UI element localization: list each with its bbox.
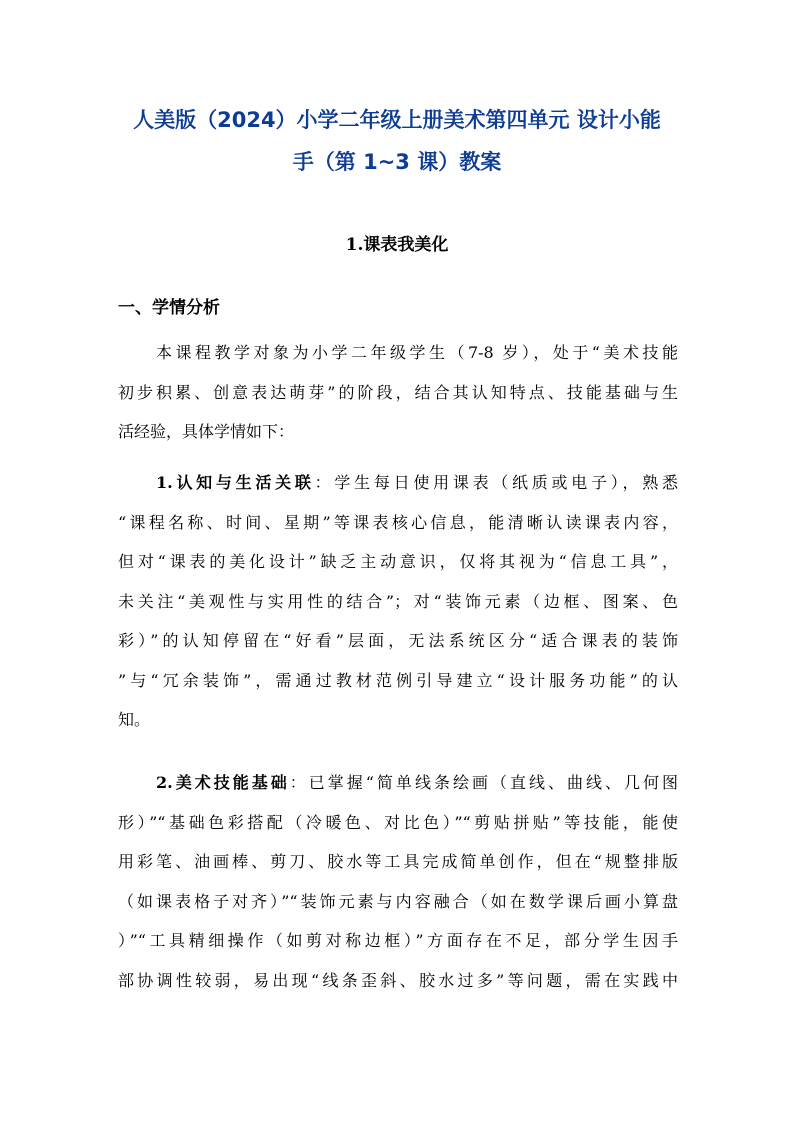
text-line: 未关注“美观性与实用性的结合”；对“装饰元素（边框、图案、色 [118,591,678,611]
text-line: ）”“工具精细操作（如剪对称边框）”方面存在不足，部分学生因手 [118,931,678,950]
skills-first-line: ：已掌握“简单线条绘画（直线、曲线、几何图 [289,773,678,792]
cognition-first-line: ：学生每日使用课表（纸质或电子），熟悉 [314,473,678,492]
text-line [118,463,678,503]
document-title-line-2: 手（第 1~3 课）教案 [292,150,502,174]
intro-paragraph [118,333,678,452]
text-line: “课程名称、时间、星期”等课表核心信息，能清晰认读课表内容， [118,512,678,532]
text-line: 但对“课表的美化设计”缺乏主动意识，仅将其视为“信息工具”， [118,552,678,571]
cognition-label: 1.认知与生活关联 [156,473,315,492]
text-line: 活经验，具体学情如下： [118,422,295,441]
text-line: 知。 [118,710,151,729]
lesson-heading: 1.课表我美化 [345,235,449,255]
document-title-line-1: 人美版（2024）小学二年级上册美术第四单元 设计小能 [133,108,661,132]
text-line: 形）”“基础色彩搭配（冷暖色、对比色）”“剪贴拼贴”等技能，能使 [118,812,678,832]
section-heading-learning-analysis: 一、学情分析 [118,298,220,318]
text-line: 彩）”的认知停留在“好看”层面，无法系统区分“适合课表的装饰 [118,631,678,650]
text-line: （如课表格子对齐）”“装饰元素与内容融合（如在数学课后画小算盘 [118,891,678,911]
text-line [118,763,678,803]
text-line: 初步积累、创意表达萌芽”的阶段，结合其认知特点、技能基础与生 [118,382,678,402]
text-line: 部协调性较弱，易出现“线条歪斜、胶水过多”等问题，需在实践中 [118,970,678,990]
text-line: 用彩笔、油画棒、剪刀、胶水等工具完成简单创作，但在“规整排版 [118,852,678,871]
text-line: ”与“冗余装饰”，需通过教材范例引导建立“设计服务功能”的认 [118,670,678,690]
skills-paragraph [118,763,678,1000]
skills-label: 2.美术技能基础 [156,773,290,792]
text-line: 本课程教学对象为小学二年级学生（7-8 岁），处于“美术技能 [156,343,678,362]
cognition-paragraph [118,463,678,740]
